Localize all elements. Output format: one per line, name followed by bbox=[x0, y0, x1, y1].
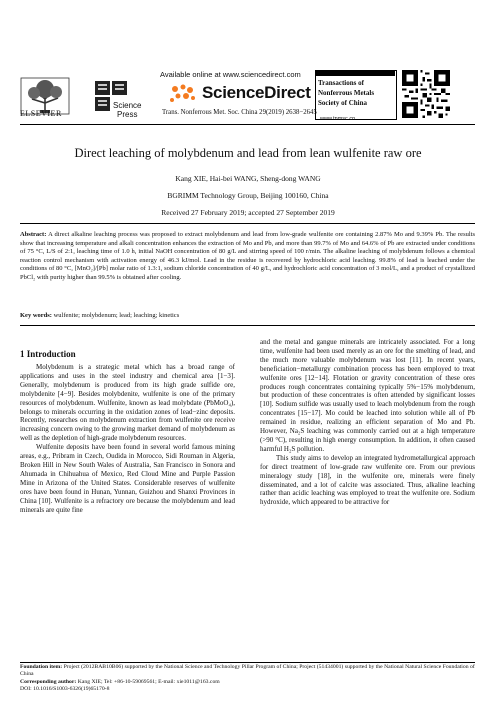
keywords-label: Key words: bbox=[20, 312, 52, 319]
corresponding-note bbox=[20, 679, 475, 686]
abstract bbox=[20, 231, 475, 283]
corresponding-text: Kang XIE; Tel: +86-10-59069561; E-mail: xie1011@163.com bbox=[77, 678, 220, 685]
paragraph: Wulfenite deposits have been found in several world famous mining areas, e.g., Pribram in Czech, Oudida in Morocco, Sidi Rouman in Algeria, Broken Hill in New South Wales of Australia, San Francisco in Sonora and Ahumada in Chihuahua of Mexico, Red Cloud Mine and Purple Passion Mine in Arizona of the United States. Considerable reserves of wulfenite ores have been found in Hunan, Yunnan, Guizhou and Shanxi Provinces in China [10]. Wulfenite is a refractory ore because the molybdenum and lead minerals are quite fine bbox=[20, 443, 235, 514]
foundation-label: Foundation item: bbox=[20, 664, 63, 670]
science-press-line: Science bbox=[113, 101, 142, 110]
sciencedirect-wordmark: ScienceDirect bbox=[202, 83, 311, 102]
qr-code-icon bbox=[402, 70, 450, 118]
sciencedirect-logo-icon bbox=[167, 82, 197, 104]
publisher-name: ELSEVIER bbox=[20, 109, 62, 118]
available-online-text: Available online at www.sciencedirect.com bbox=[160, 70, 301, 79]
science-press-name bbox=[113, 101, 141, 119]
journal-url[interactable]: www.tnmsc.cn bbox=[320, 116, 356, 122]
journal-title-line: Nonferrous Metals bbox=[318, 89, 375, 97]
journal-title bbox=[318, 78, 374, 108]
paragraph: This study aims to develop an integrated hydrometallurgical approach for direct treatment of low-grade raw wulfenite ore. From our previous mineralogy study [18], in the wulfenite ore, minerals were finely disseminated, and a lot of calcite was associated. Thus, alkaline leaching rather than acidic leaching was employed to treat the wulfenite ore. Sodium hydroxide, which appeared to be attractive for bbox=[260, 453, 475, 507]
keywords bbox=[20, 312, 475, 321]
journal-title-line: Transactions of bbox=[318, 79, 364, 87]
keywords-text: wulfenite; molybdenum; lead; leaching; kinetics bbox=[53, 312, 180, 319]
paragraph: Molybdenum is a strategic metal which has a broad range of applications and uses in the steel industry and chemical area [1−3]. Generally, molybdenum is produced from its high grade sulfide ore, molybdenite [4−9]. Besides molybdenite, wulfenite is one of the primary resources of molybdenum. Wulfenite, known as lead molybdate (PbMoO₄), belongs to minerals occurring in the oxidation zones of lead−zinc deposits. Recently, researches on molybdenum extraction from wulfenite ore receive increasing concern owing to the growing market demand of molybdenum as well as the depletion of high-grade molybdenum resources. bbox=[20, 363, 235, 443]
footnote-rule bbox=[20, 662, 475, 663]
journal-logo-bar bbox=[315, 70, 395, 76]
abstract-label: Abstract: bbox=[20, 231, 47, 238]
right-column bbox=[260, 338, 475, 507]
abstract-text: A direct alkaline leaching process was proposed to extract molybdenum and lead from low-grade wulfenite ore containing 2.87% Mo and 9.39% Pb. The results show that increasing temperature and alkali concentration enhances the extraction of Mo and Pb, and more than 99.7% of Mo and 64.6% of Pb are extracted under conditions of 75 °C, L/S of 2:1, leaching time of 1.0 h, initial NaOH concentration of 80 g/L and stirring speed of 100 r/min. The alkaline leaching of molybdenum follows a chemical reaction control mechanism with activation energy of 46.3 kJ/mol. Lead in the residue is recovered by hydrochloric acid leaching. 99.8% of lead is leached under the conditions of 80 °C, [MnO₂]/[Pb] molar ratio of 1.3:1, sodium chloride concentration of 40 g/L, and hydrochloric acid concentration of 3 mol/L, and a product of crystallized PbCl₂ with purity higher than 99.5% is obtained after cooling. bbox=[20, 231, 475, 281]
doi-text[interactable]: DOI: 10.1016/S1003-6326(19)65170-8 bbox=[20, 685, 110, 692]
paper-authors: Kang XIE, Hai-bei WANG, Sheng-dong WANG bbox=[175, 174, 321, 183]
foundation-note bbox=[20, 664, 475, 679]
journal-title-line: Society of China bbox=[318, 99, 367, 107]
journal-citation: Trans. Nonferrous Met. Soc. China 29(2019) 2638−2645 bbox=[162, 109, 317, 116]
abstract-bottom-rule bbox=[20, 325, 475, 326]
science-press-line: Press bbox=[117, 110, 138, 119]
corresponding-label: Corresponding author: bbox=[20, 678, 77, 685]
header-rule bbox=[20, 124, 475, 125]
left-column bbox=[20, 363, 235, 514]
received-dates: Received 27 February 2019; accepted 27 September 2019 bbox=[161, 208, 335, 217]
paragraph: and the metal and gangue minerals are intricately associated. For a long time, wulfenite had been used merely as an ore for the smelting of lead, and the much more valuable molybdenum was lost [11]. In recent years, beneficiation−metallurgy combination process has been employed to treat wulfenite ores [12−14]. Flotation or gravity concentration of these ores produces rough concentrates containing typically 5%−15% molybdenum, but production of these concentrates is often attended by significant losses [10]. Sodium sulfide was usually used to leach molybdenum from the rough concentrates [15−17]. Mo could be leached into solution while all of Pb remained in residue, realizing an efficient separation of Mo and Pb. However, Na₂S leaching was commonly carried out at a high temperature (>90 °C), resulting in high energy consumption. In addition, it often caused harmful H₂S pollution. bbox=[260, 338, 475, 453]
section-heading: 1 Introduction bbox=[20, 349, 76, 359]
paper-affiliation: BGRIMM Technology Group, Beijing 100160, China bbox=[167, 191, 329, 200]
footnote bbox=[20, 664, 475, 693]
foundation-text: Project (2012BAB10B06) supported by the National Science and Technology Pillar Program of China; Project (51434001) supported by the National Natural Science Foundation of China bbox=[20, 664, 475, 678]
paper-title: Direct leaching of molybdenum and lead from lean wulfenite raw ore bbox=[74, 146, 422, 160]
abstract-top-rule bbox=[20, 223, 475, 224]
